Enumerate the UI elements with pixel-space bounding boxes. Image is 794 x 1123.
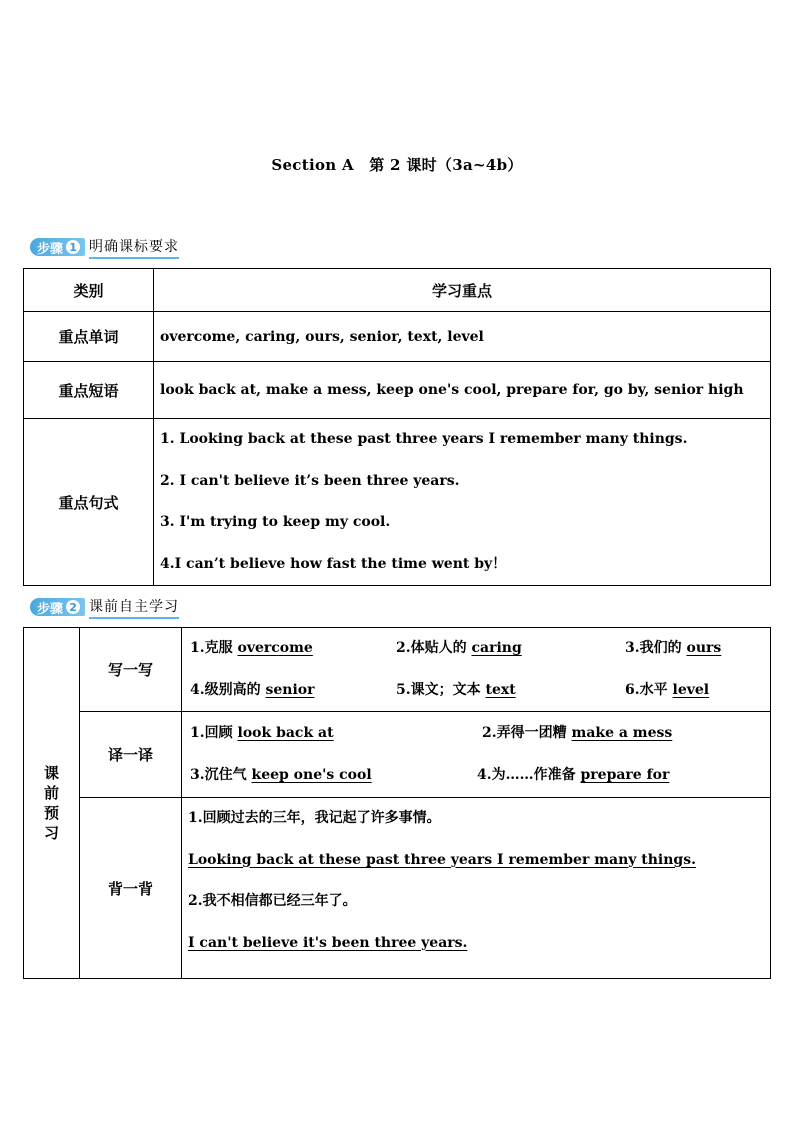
vocab-question: 3.我们的 [625, 640, 687, 656]
write-label: 写一写 [80, 628, 182, 712]
step-badge [30, 598, 85, 616]
vocab-answer: senior [265, 681, 315, 698]
vocab-question: 6.水平 [625, 681, 673, 698]
recite-question: 1.回顾过去的三年，我记起了许多事情。 [188, 810, 441, 826]
vocab-item [625, 670, 709, 712]
step-badge [30, 238, 85, 256]
recite-row [24, 798, 771, 979]
sentences-cell [154, 419, 771, 586]
recite-question: 2.我不相信都已经三年了。 [188, 893, 357, 909]
recite-answer-line [182, 840, 770, 882]
sentence: 2. I can't believe it’s been three years. [160, 472, 460, 489]
phrase-answer: look back at [237, 725, 334, 741]
vocab-answer: overcome [237, 640, 313, 656]
write-row [24, 628, 771, 712]
table-row [24, 419, 771, 586]
vocab-answer: ours [686, 640, 722, 656]
phrase-item [482, 713, 672, 755]
phrase-answer: keep one's cool [251, 766, 372, 783]
step-number-2: 2 [66, 600, 80, 614]
side-label: 课前预习 [43, 764, 59, 842]
vocab-answer: level [672, 681, 710, 698]
step-2-label: 课前自主学习 [89, 596, 179, 619]
vocab-question: 1.克服 [190, 640, 238, 656]
phrase-item [190, 755, 372, 797]
phrase-answer: prepare for [580, 766, 670, 783]
category-cell: 重点短语 [24, 362, 154, 419]
sentence: 3. I'm trying to keep my cool. [160, 514, 391, 530]
step-number-1: 1 [66, 240, 80, 254]
vocab-item [190, 670, 315, 712]
sentence: 1. Looking back at these past three years I remember many things. [160, 431, 688, 447]
curriculum-table [23, 268, 771, 586]
vocab-item [190, 628, 313, 670]
table-header-row [24, 269, 771, 312]
recite-answer: I can't believe it's been three years. [188, 934, 468, 951]
side-label-cell [24, 628, 80, 979]
vocab-item [396, 628, 522, 670]
content-cell: overcome, caring, ours, senior, text, level [154, 312, 771, 362]
step-1-header [30, 237, 179, 257]
vocab-item [396, 670, 516, 712]
recite-answer: Looking back at these past three years I remember many things. [188, 851, 696, 868]
phrase-answer: make a mess [571, 725, 673, 741]
table-row [24, 362, 771, 419]
step-badge-text: 步骤 [37, 241, 64, 257]
translate-row [24, 712, 771, 798]
phrase-question: 4.为……作准备 [477, 766, 581, 783]
category-cell: 重点单词 [24, 312, 154, 362]
translate-label: 译一译 [80, 712, 182, 798]
translate-content [182, 712, 771, 798]
phrase-question: 3.沉住气 [190, 766, 252, 783]
step-2-header [30, 597, 179, 617]
phrase-item [477, 755, 669, 797]
vocab-question: 5.课文；文本 [396, 681, 486, 698]
vocab-question: 2.体贴人的 [396, 640, 472, 656]
phrase-question: 1.回顾 [190, 725, 238, 741]
phrase-question: 2.弄得一团糟 [482, 725, 572, 741]
write-content [182, 628, 771, 712]
preview-table [23, 627, 771, 979]
content-cell: look back at, make a mess, keep one's cool, prepare for, go by, senior high [154, 362, 771, 419]
vocab-question: 4.级别高的 [190, 681, 266, 698]
step-badge-text: 步骤 [37, 601, 64, 617]
header-category: 类别 [24, 269, 154, 312]
table-row [24, 312, 771, 362]
recite-label: 背一背 [80, 798, 182, 979]
vocab-answer: text [485, 681, 516, 698]
step-1-label: 明确课标要求 [89, 236, 179, 259]
vocab-answer: caring [471, 640, 522, 656]
header-focus: 学习重点 [154, 269, 771, 312]
recite-answer-line [182, 923, 770, 965]
sentence: 4.I can’t believe how fast the time went by！ [160, 555, 507, 572]
recite-content [182, 798, 771, 979]
page-title: Section A 第 2 课时（3a~4b） [271, 156, 523, 174]
vocab-item [625, 628, 721, 670]
phrase-item [190, 713, 334, 755]
category-cell: 重点句式 [24, 419, 154, 586]
